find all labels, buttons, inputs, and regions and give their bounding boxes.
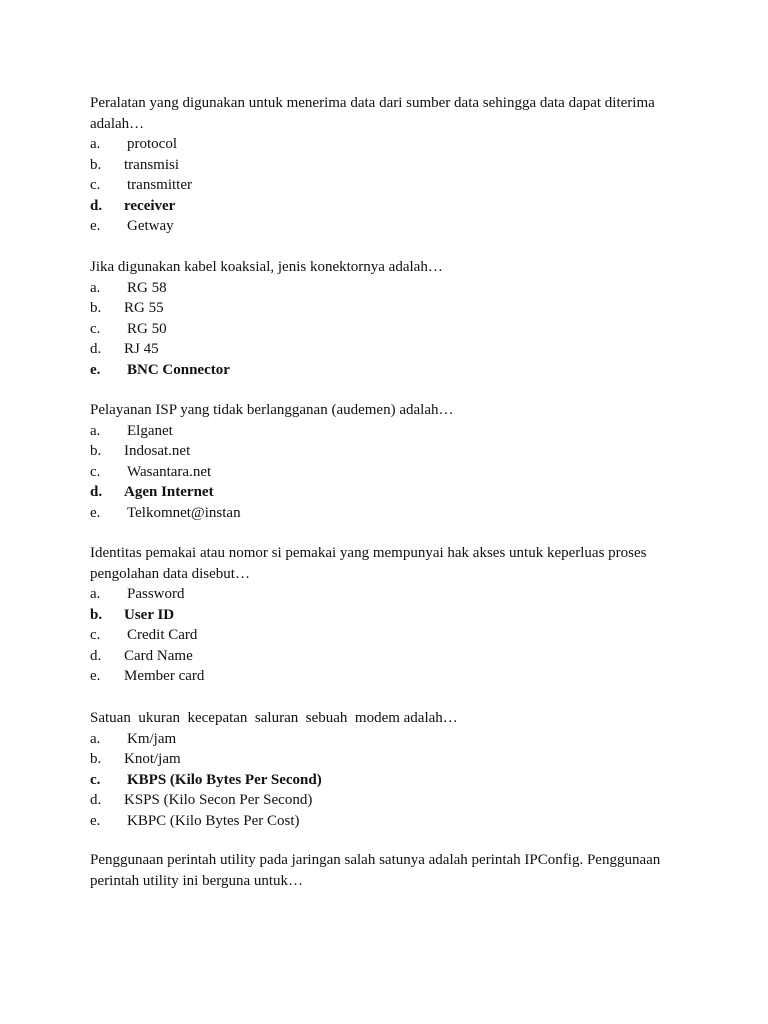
question-6: [90, 850, 680, 891]
option-text: Agen Internet: [124, 484, 214, 500]
question-stem: Jika digunakan kabel koaksial, jenis konektornya adalah…: [90, 259, 443, 275]
option-a: [90, 584, 680, 605]
option-d-correct: [90, 482, 680, 503]
option-text: Km/jam: [127, 730, 177, 747]
option-list: [90, 134, 680, 237]
option-text: RJ 45: [124, 341, 159, 357]
option-d: [90, 646, 680, 667]
option-a: [90, 421, 680, 442]
option-text: KSPS (Kilo Secon Per Second): [124, 792, 313, 808]
question-5: [90, 708, 680, 831]
option-text: Member card: [124, 668, 205, 684]
option-list: [90, 729, 680, 832]
option-text: receiver: [124, 197, 176, 214]
option-e: [90, 811, 680, 832]
option-text: Wasantara.net: [127, 463, 212, 480]
option-text: Telkomnet@instan: [127, 504, 241, 521]
option-b: [90, 155, 680, 176]
question-4: [90, 543, 680, 687]
option-text: Indosat.net: [124, 443, 191, 459]
option-letter: d.: [90, 792, 102, 808]
option-letter: b.: [90, 443, 102, 459]
option-text: RG 55: [124, 300, 164, 316]
option-letter: d.: [90, 647, 102, 664]
option-text: Elganet: [127, 422, 173, 439]
option-text: Getway: [127, 218, 174, 234]
option-c-correct: [90, 770, 680, 791]
option-text: User ID: [124, 606, 175, 623]
option-text: Password: [127, 586, 185, 602]
option-b: [90, 441, 680, 462]
option-letter: e.: [90, 504, 101, 521]
option-letter: b.: [90, 156, 102, 173]
option-letter: c.: [90, 463, 101, 480]
option-b-correct: [90, 605, 680, 626]
option-d: [90, 339, 680, 360]
question-1: [90, 93, 680, 237]
option-letter: d.: [90, 197, 103, 214]
option-letter: c.: [90, 771, 101, 788]
option-b: [90, 749, 680, 770]
option-e: [90, 216, 680, 237]
option-a: [90, 278, 680, 299]
question-3: [90, 400, 680, 523]
option-text: Knot/jam: [124, 751, 181, 767]
option-text: transmisi: [124, 156, 179, 173]
option-letter: a.: [90, 730, 101, 747]
question-stem: Identitas pemakai atau nomor si pemakai yang mempunyai hak akses untuk keperluas proses pengolahan data disebut…: [90, 545, 647, 582]
option-a: [90, 134, 680, 155]
option-e: [90, 666, 680, 687]
option-letter: a.: [90, 586, 101, 602]
option-text: KBPS (Kilo Bytes Per Second): [127, 771, 322, 788]
question-stem: Satuan ukuran kecepatan saluran sebuah modem adalah…: [90, 710, 458, 726]
option-letter: a.: [90, 136, 101, 152]
option-letter: c.: [90, 627, 101, 643]
option-list: [90, 421, 680, 524]
option-d-correct: [90, 196, 680, 217]
option-letter: e.: [90, 218, 101, 234]
option-c: [90, 625, 680, 646]
question-stem: Penggunaan perintah utility pada jaringan salah satunya adalah perintah IPConfig. Penggunaan perintah utility ini berguna untuk…: [90, 852, 661, 889]
option-list: [90, 278, 680, 381]
option-text: BNC Connector: [127, 361, 230, 378]
option-text: RG 58: [127, 279, 167, 296]
option-letter: a.: [90, 422, 101, 439]
question-stem: Pelayanan ISP yang tidak berlangganan (audemen) adalah…: [90, 402, 454, 418]
option-list: [90, 584, 680, 687]
option-letter: b.: [90, 751, 102, 767]
question-2: [90, 257, 680, 380]
option-c: [90, 462, 680, 483]
option-text: Credit Card: [127, 627, 198, 643]
option-letter: d.: [90, 341, 102, 357]
option-c: [90, 319, 680, 340]
option-letter: b.: [90, 300, 102, 316]
option-d: [90, 790, 680, 811]
option-e: [90, 503, 680, 524]
option-letter: c.: [90, 320, 101, 337]
option-letter: b.: [90, 606, 103, 623]
option-letter: e.: [90, 812, 101, 829]
option-letter: a.: [90, 279, 101, 296]
option-b: [90, 298, 680, 319]
option-text: Card Name: [124, 647, 193, 664]
question-stem: Peralatan yang digunakan untuk menerima data dari sumber data sehingga data dapat diterima adalah…: [90, 95, 655, 132]
option-a: [90, 729, 680, 750]
option-text: RG 50: [127, 320, 167, 337]
option-text: transmitter: [127, 177, 192, 193]
option-c: [90, 175, 680, 196]
option-text: KBPC (Kilo Bytes Per Cost): [127, 812, 300, 829]
option-letter: e.: [90, 361, 101, 378]
option-letter: c.: [90, 177, 101, 193]
option-letter: d.: [90, 484, 103, 500]
option-letter: e.: [90, 668, 101, 684]
option-text: protocol: [127, 136, 177, 152]
option-e-correct: [90, 360, 680, 381]
